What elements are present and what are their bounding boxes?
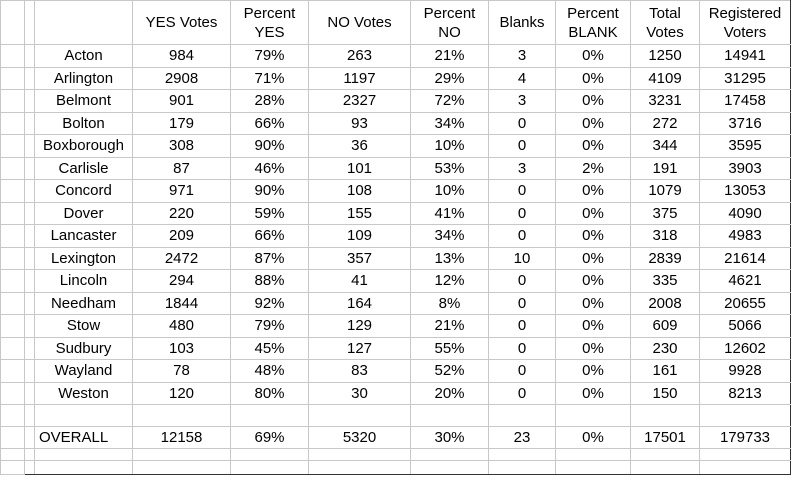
frame-cell bbox=[25, 202, 35, 225]
frame-cell bbox=[25, 157, 35, 180]
table-row bbox=[1, 135, 791, 158]
value-cell[interactable]: 72% bbox=[411, 90, 489, 113]
empty-cell[interactable] bbox=[556, 405, 631, 427]
table-row bbox=[1, 247, 791, 270]
value-cell[interactable]: 0 bbox=[489, 202, 556, 225]
gutter-cell bbox=[1, 337, 25, 360]
value-cell[interactable]: 209 bbox=[133, 225, 231, 248]
empty-cell[interactable] bbox=[35, 449, 133, 461]
overall-value-cell[interactable]: 69% bbox=[231, 427, 309, 449]
value-cell[interactable]: 357 bbox=[309, 247, 411, 270]
value-cell[interactable]: 31295 bbox=[700, 67, 791, 90]
value-cell[interactable]: 0% bbox=[556, 315, 631, 338]
header-cell[interactable]: YES Votes bbox=[133, 1, 231, 45]
gutter-cell bbox=[1, 202, 25, 225]
empty-cell[interactable] bbox=[700, 449, 791, 461]
town-name-cell[interactable]: Belmont bbox=[35, 90, 133, 113]
frame-cell bbox=[25, 449, 35, 461]
value-cell[interactable]: 3 bbox=[489, 45, 556, 68]
town-name-cell[interactable]: Arlington bbox=[35, 67, 133, 90]
value-cell[interactable]: 79% bbox=[231, 45, 309, 68]
frame-cell bbox=[25, 180, 35, 203]
value-cell[interactable]: 13053 bbox=[700, 180, 791, 203]
value-cell[interactable]: 161 bbox=[631, 360, 700, 383]
table-row bbox=[1, 360, 791, 383]
gutter-cell bbox=[1, 247, 25, 270]
frame-cell bbox=[25, 405, 35, 427]
frame-cell bbox=[25, 135, 35, 158]
value-cell[interactable]: 272 bbox=[631, 112, 700, 135]
table-row bbox=[1, 180, 791, 203]
empty-cell[interactable] bbox=[489, 461, 556, 475]
value-cell[interactable]: 8213 bbox=[700, 382, 791, 405]
empty-cell[interactable] bbox=[35, 405, 133, 427]
value-cell[interactable]: 90% bbox=[231, 180, 309, 203]
value-cell[interactable]: 66% bbox=[231, 112, 309, 135]
value-cell[interactable]: 609 bbox=[631, 315, 700, 338]
value-cell[interactable]: 220 bbox=[133, 202, 231, 225]
town-name-cell[interactable]: Boxborough bbox=[35, 135, 133, 158]
town-name-cell[interactable]: Stow bbox=[35, 315, 133, 338]
town-name-cell[interactable]: Lexington bbox=[35, 247, 133, 270]
value-cell[interactable]: 0% bbox=[556, 112, 631, 135]
value-cell[interactable]: 78 bbox=[133, 360, 231, 383]
value-cell[interactable]: 21% bbox=[411, 45, 489, 68]
empty-cell[interactable] bbox=[631, 449, 700, 461]
value-cell[interactable]: 294 bbox=[133, 270, 231, 293]
value-cell[interactable]: 4109 bbox=[631, 67, 700, 90]
frame-cell bbox=[25, 247, 35, 270]
value-cell[interactable]: 13% bbox=[411, 247, 489, 270]
frame-cell bbox=[25, 315, 35, 338]
value-cell[interactable]: 2327 bbox=[309, 90, 411, 113]
table-row bbox=[1, 292, 791, 315]
value-cell[interactable]: 0 bbox=[489, 225, 556, 248]
empty-row bbox=[1, 405, 791, 427]
gutter-cell bbox=[1, 315, 25, 338]
value-cell[interactable]: 17458 bbox=[700, 90, 791, 113]
value-cell[interactable]: 21% bbox=[411, 315, 489, 338]
town-name-cell[interactable]: Wayland bbox=[35, 360, 133, 383]
value-cell[interactable]: 2908 bbox=[133, 67, 231, 90]
frame-cell bbox=[25, 45, 35, 68]
value-cell[interactable]: 71% bbox=[231, 67, 309, 90]
gutter-cell bbox=[1, 405, 25, 427]
overall-label-cell[interactable]: OVERALL bbox=[35, 427, 133, 449]
value-cell[interactable]: 48% bbox=[231, 360, 309, 383]
frame-cell bbox=[25, 1, 35, 45]
value-cell[interactable]: 0 bbox=[489, 292, 556, 315]
value-cell[interactable]: 34% bbox=[411, 112, 489, 135]
header-cell[interactable]: NO Votes bbox=[309, 1, 411, 45]
header-cell[interactable]: Percent BLANK bbox=[556, 1, 631, 45]
value-cell[interactable]: 88% bbox=[231, 270, 309, 293]
value-cell[interactable]: 93 bbox=[309, 112, 411, 135]
town-name-cell[interactable]: Sudbury bbox=[35, 337, 133, 360]
frame-cell bbox=[25, 225, 35, 248]
table-row bbox=[1, 45, 791, 68]
gutter-cell bbox=[1, 225, 25, 248]
overall-value-cell[interactable]: 30% bbox=[411, 427, 489, 449]
header-cell[interactable] bbox=[35, 1, 133, 45]
value-cell[interactable]: 87% bbox=[231, 247, 309, 270]
value-cell[interactable]: 0% bbox=[556, 67, 631, 90]
value-cell[interactable]: 29% bbox=[411, 67, 489, 90]
value-cell[interactable]: 2472 bbox=[133, 247, 231, 270]
value-cell[interactable]: 41% bbox=[411, 202, 489, 225]
empty-cell[interactable] bbox=[231, 405, 309, 427]
value-cell[interactable]: 2008 bbox=[631, 292, 700, 315]
value-cell[interactable]: 0 bbox=[489, 112, 556, 135]
table-body bbox=[1, 1, 791, 475]
value-cell[interactable]: 30 bbox=[309, 382, 411, 405]
header-row bbox=[1, 1, 791, 45]
gutter-cell bbox=[1, 360, 25, 383]
header-cell[interactable]: Blanks bbox=[489, 1, 556, 45]
empty-cell[interactable] bbox=[556, 449, 631, 461]
value-cell[interactable]: 4983 bbox=[700, 225, 791, 248]
value-cell[interactable]: 45% bbox=[231, 337, 309, 360]
header-cell[interactable]: Total Votes bbox=[631, 1, 700, 45]
value-cell[interactable]: 46% bbox=[231, 157, 309, 180]
town-name-cell[interactable]: Lincoln bbox=[35, 270, 133, 293]
value-cell[interactable]: 8% bbox=[411, 292, 489, 315]
gutter-cell bbox=[1, 67, 25, 90]
table-row bbox=[1, 112, 791, 135]
empty-row bbox=[1, 449, 791, 461]
empty-cell[interactable] bbox=[700, 461, 791, 475]
town-name-cell[interactable]: Needham bbox=[35, 292, 133, 315]
value-cell[interactable]: 21614 bbox=[700, 247, 791, 270]
value-cell[interactable]: 14941 bbox=[700, 45, 791, 68]
value-cell[interactable]: 0% bbox=[556, 292, 631, 315]
value-cell[interactable]: 87 bbox=[133, 157, 231, 180]
value-cell[interactable]: 0 bbox=[489, 270, 556, 293]
empty-cell[interactable] bbox=[309, 449, 411, 461]
table-row bbox=[1, 315, 791, 338]
value-cell[interactable]: 55% bbox=[411, 337, 489, 360]
empty-cell[interactable] bbox=[411, 461, 489, 475]
value-cell[interactable]: 179 bbox=[133, 112, 231, 135]
value-cell[interactable]: 0% bbox=[556, 337, 631, 360]
value-cell[interactable]: 4621 bbox=[700, 270, 791, 293]
gutter-cell bbox=[1, 90, 25, 113]
value-cell[interactable]: 36 bbox=[309, 135, 411, 158]
value-cell[interactable]: 10% bbox=[411, 180, 489, 203]
empty-cell[interactable] bbox=[489, 449, 556, 461]
town-name-cell[interactable]: Dover bbox=[35, 202, 133, 225]
value-cell[interactable]: 28% bbox=[231, 90, 309, 113]
value-cell[interactable]: 0% bbox=[556, 360, 631, 383]
gutter-cell bbox=[1, 461, 25, 475]
empty-cell[interactable] bbox=[700, 405, 791, 427]
header-cell[interactable]: Percent YES bbox=[231, 1, 309, 45]
value-cell[interactable]: 92% bbox=[231, 292, 309, 315]
empty-cell[interactable] bbox=[309, 405, 411, 427]
overall-row bbox=[1, 427, 791, 449]
value-cell[interactable]: 263 bbox=[309, 45, 411, 68]
empty-cell[interactable] bbox=[133, 461, 231, 475]
value-cell[interactable]: 191 bbox=[631, 157, 700, 180]
overall-value-cell[interactable]: 0% bbox=[556, 427, 631, 449]
value-cell[interactable]: 1197 bbox=[309, 67, 411, 90]
value-cell[interactable]: 3716 bbox=[700, 112, 791, 135]
gutter-cell bbox=[1, 112, 25, 135]
town-name-cell[interactable]: Lancaster bbox=[35, 225, 133, 248]
value-cell[interactable]: 80% bbox=[231, 382, 309, 405]
gutter-cell bbox=[1, 292, 25, 315]
value-cell[interactable]: 0% bbox=[556, 135, 631, 158]
empty-cell[interactable] bbox=[631, 461, 700, 475]
value-cell[interactable]: 101 bbox=[309, 157, 411, 180]
gutter-cell bbox=[1, 270, 25, 293]
overall-value-cell[interactable]: 5320 bbox=[309, 427, 411, 449]
frame-cell bbox=[25, 382, 35, 405]
value-cell[interactable]: 4090 bbox=[700, 202, 791, 225]
gutter-cell bbox=[1, 135, 25, 158]
value-cell[interactable]: 52% bbox=[411, 360, 489, 383]
gutter-cell bbox=[1, 157, 25, 180]
value-cell[interactable]: 10 bbox=[489, 247, 556, 270]
value-cell[interactable]: 109 bbox=[309, 225, 411, 248]
value-cell[interactable]: 0% bbox=[556, 247, 631, 270]
value-cell[interactable]: 3231 bbox=[631, 90, 700, 113]
gutter-cell bbox=[1, 449, 25, 461]
value-cell[interactable]: 375 bbox=[631, 202, 700, 225]
value-cell[interactable]: 0 bbox=[489, 135, 556, 158]
value-cell[interactable]: 0 bbox=[489, 337, 556, 360]
value-cell[interactable]: 129 bbox=[309, 315, 411, 338]
value-cell[interactable]: 12602 bbox=[700, 337, 791, 360]
value-cell[interactable]: 79% bbox=[231, 315, 309, 338]
value-cell[interactable]: 41 bbox=[309, 270, 411, 293]
value-cell[interactable]: 120 bbox=[133, 382, 231, 405]
empty-cell[interactable] bbox=[489, 405, 556, 427]
value-cell[interactable]: 9928 bbox=[700, 360, 791, 383]
value-cell[interactable]: 66% bbox=[231, 225, 309, 248]
value-cell[interactable]: 34% bbox=[411, 225, 489, 248]
value-cell[interactable]: 20% bbox=[411, 382, 489, 405]
empty-row bbox=[1, 461, 791, 475]
frame-cell bbox=[25, 270, 35, 293]
empty-cell[interactable] bbox=[411, 449, 489, 461]
value-cell[interactable]: 2% bbox=[556, 157, 631, 180]
value-cell[interactable]: 0% bbox=[556, 45, 631, 68]
value-cell[interactable]: 344 bbox=[631, 135, 700, 158]
empty-cell[interactable] bbox=[231, 449, 309, 461]
value-cell[interactable]: 103 bbox=[133, 337, 231, 360]
value-cell[interactable]: 12% bbox=[411, 270, 489, 293]
frame-cell bbox=[25, 90, 35, 113]
value-cell[interactable]: 0% bbox=[556, 180, 631, 203]
header-cell[interactable]: Percent NO bbox=[411, 1, 489, 45]
value-cell[interactable]: 59% bbox=[231, 202, 309, 225]
value-cell[interactable]: 5066 bbox=[700, 315, 791, 338]
town-name-cell[interactable]: Bolton bbox=[35, 112, 133, 135]
value-cell[interactable]: 53% bbox=[411, 157, 489, 180]
gutter-cell bbox=[1, 45, 25, 68]
empty-cell[interactable] bbox=[133, 405, 231, 427]
town-name-cell[interactable]: Concord bbox=[35, 180, 133, 203]
empty-cell[interactable] bbox=[231, 461, 309, 475]
value-cell[interactable]: 1844 bbox=[133, 292, 231, 315]
table-row bbox=[1, 270, 791, 293]
value-cell[interactable]: 984 bbox=[133, 45, 231, 68]
overall-value-cell[interactable]: 17501 bbox=[631, 427, 700, 449]
table-row bbox=[1, 337, 791, 360]
empty-cell[interactable] bbox=[35, 461, 133, 475]
value-cell[interactable]: 10% bbox=[411, 135, 489, 158]
value-cell[interactable]: 901 bbox=[133, 90, 231, 113]
empty-cell[interactable] bbox=[556, 461, 631, 475]
frame-cell bbox=[25, 67, 35, 90]
value-cell[interactable]: 230 bbox=[631, 337, 700, 360]
value-cell[interactable]: 0% bbox=[556, 270, 631, 293]
empty-cell[interactable] bbox=[133, 449, 231, 461]
empty-cell[interactable] bbox=[309, 461, 411, 475]
value-cell[interactable]: 0% bbox=[556, 202, 631, 225]
value-cell[interactable]: 90% bbox=[231, 135, 309, 158]
frame-cell bbox=[25, 427, 35, 449]
value-cell[interactable]: 480 bbox=[133, 315, 231, 338]
value-cell[interactable]: 0% bbox=[556, 225, 631, 248]
table-row bbox=[1, 225, 791, 248]
value-cell[interactable]: 0 bbox=[489, 315, 556, 338]
value-cell[interactable]: 0 bbox=[489, 360, 556, 383]
header-cell[interactable]: Registered Voters bbox=[700, 1, 791, 45]
frame-cell bbox=[25, 112, 35, 135]
value-cell[interactable]: 2839 bbox=[631, 247, 700, 270]
value-cell[interactable]: 3903 bbox=[700, 157, 791, 180]
value-cell[interactable]: 150 bbox=[631, 382, 700, 405]
frame-cell bbox=[25, 292, 35, 315]
empty-cell[interactable] bbox=[631, 405, 700, 427]
overall-value-cell[interactable]: 12158 bbox=[133, 427, 231, 449]
value-cell[interactable]: 164 bbox=[309, 292, 411, 315]
value-cell[interactable]: 335 bbox=[631, 270, 700, 293]
value-cell[interactable]: 155 bbox=[309, 202, 411, 225]
value-cell[interactable]: 4 bbox=[489, 67, 556, 90]
value-cell[interactable]: 0% bbox=[556, 90, 631, 113]
value-cell[interactable]: 0 bbox=[489, 180, 556, 203]
overall-value-cell[interactable]: 23 bbox=[489, 427, 556, 449]
frame-cell bbox=[25, 461, 35, 475]
empty-cell[interactable] bbox=[411, 405, 489, 427]
gutter-cell bbox=[1, 1, 25, 45]
value-cell[interactable]: 108 bbox=[309, 180, 411, 203]
value-cell[interactable]: 308 bbox=[133, 135, 231, 158]
town-name-cell[interactable]: Acton bbox=[35, 45, 133, 68]
table-row bbox=[1, 67, 791, 90]
value-cell[interactable]: 3 bbox=[489, 157, 556, 180]
value-cell[interactable]: 1079 bbox=[631, 180, 700, 203]
value-cell[interactable]: 3 bbox=[489, 90, 556, 113]
gutter-cell bbox=[1, 382, 25, 405]
frame-cell bbox=[25, 360, 35, 383]
value-cell[interactable]: 0% bbox=[556, 382, 631, 405]
value-cell[interactable]: 127 bbox=[309, 337, 411, 360]
table-row bbox=[1, 157, 791, 180]
value-cell[interactable]: 318 bbox=[631, 225, 700, 248]
value-cell[interactable]: 971 bbox=[133, 180, 231, 203]
table-row bbox=[1, 90, 791, 113]
town-name-cell[interactable]: Weston bbox=[35, 382, 133, 405]
overall-value-cell[interactable]: 179733 bbox=[700, 427, 791, 449]
town-name-cell[interactable]: Carlisle bbox=[35, 157, 133, 180]
value-cell[interactable]: 83 bbox=[309, 360, 411, 383]
value-cell[interactable]: 1250 bbox=[631, 45, 700, 68]
table-row bbox=[1, 382, 791, 405]
gutter-cell bbox=[1, 427, 25, 449]
value-cell[interactable]: 3595 bbox=[700, 135, 791, 158]
table-row bbox=[1, 202, 791, 225]
frame-cell bbox=[25, 337, 35, 360]
gutter-cell bbox=[1, 180, 25, 203]
value-cell[interactable]: 0 bbox=[489, 382, 556, 405]
value-cell[interactable]: 20655 bbox=[700, 292, 791, 315]
